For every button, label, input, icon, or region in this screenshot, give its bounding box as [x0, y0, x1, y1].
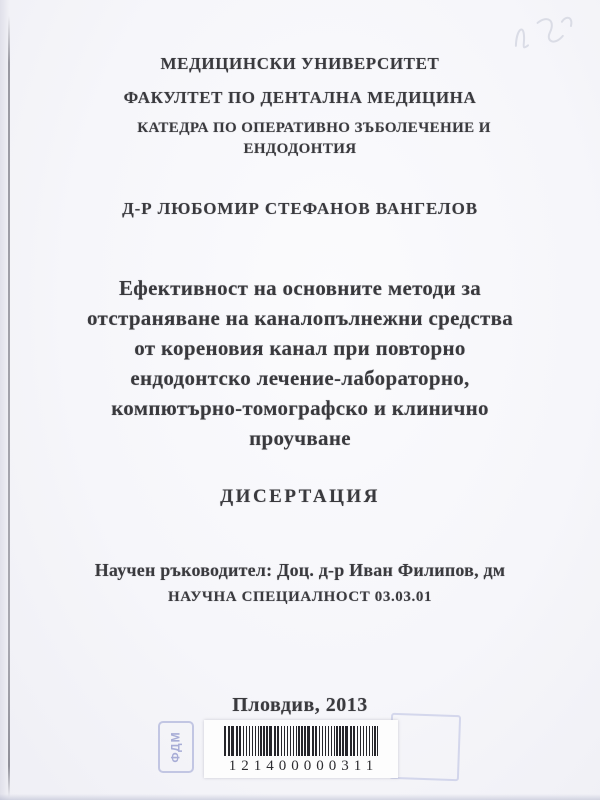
- title-line: Ефективност на основните методи за: [118, 276, 482, 300]
- scan-bottom-edge-shadow: [0, 794, 600, 800]
- library-stamp: [158, 721, 194, 773]
- title-line: ендодонтско лечение-лабораторно,: [130, 366, 470, 390]
- department-name-line1: КАТЕДРА ПО ОПЕРАТИВНО ЗЪБОЛЕЧЕНИЕ И: [137, 120, 491, 136]
- supervisor-line: Научен ръководител: Доц. д-р Иван Филипов, дм: [94, 560, 506, 580]
- document-type-label: ДИСЕРТАЦИЯ: [220, 486, 380, 507]
- author-name: Д-Р ЛЮБОМИР СТЕФАНОВ ВАНГЕЛОВ: [122, 199, 478, 218]
- faculty-name: ФАКУЛТЕТ ПО ДЕНТАЛНА МЕДИЦИНА: [123, 88, 477, 107]
- barcode-number: 121400000311: [228, 758, 379, 774]
- library-stamp-text: ФДМ: [169, 731, 183, 763]
- title-line: проучване: [249, 426, 351, 450]
- specialty-line: НАУЧНА СПЕЦИАЛНОСТ 03.03.01: [167, 589, 433, 605]
- university-name: МЕДИЦИНСКИ УНИВЕРСИТЕТ: [160, 54, 440, 73]
- dissertation-title: [0, 273, 600, 453]
- title-line: от кореновия канал при повторно: [134, 336, 466, 360]
- title-line: компютърно-томографско и клинично: [111, 396, 489, 420]
- title-line: отстраняване на каналопълнежни средства: [86, 306, 514, 330]
- library-stamp-outline: [389, 713, 461, 781]
- barcode-label: [204, 720, 398, 778]
- barcode-bars-icon: [224, 726, 378, 756]
- city-year: Пловдив, 2013: [232, 694, 368, 716]
- department-name-line2: ЕНДОДОНТИЯ: [243, 141, 357, 157]
